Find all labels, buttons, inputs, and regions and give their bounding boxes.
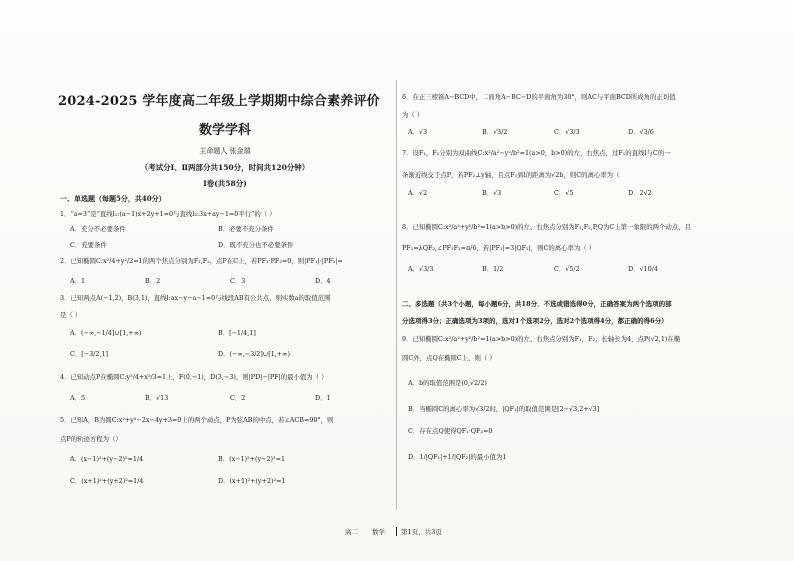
section-multi-choice: 二、多选题（共3个小题，每小题6分，共18分．不选或错选得0分，正确答案为两个选项的部 <box>402 300 672 308</box>
q4-option-a: A．5 <box>70 394 86 402</box>
q1-option-a: A．充分不必要条件 <box>70 225 126 233</box>
question-3-options <box>60 328 390 362</box>
question-8-options <box>402 264 770 274</box>
q3-option-c: C．[−3/2,1] <box>70 350 109 358</box>
q6-option-a: A．√3 <box>408 128 428 136</box>
question-3-continued: 是（ ） <box>60 311 82 319</box>
q9-option-d: D．1/|QF₁|+1/|QF₂|的最小值为1 <box>408 453 507 461</box>
question-5-continued: 点P的轨迹方程为（） <box>60 435 122 443</box>
footer-subject: 数学 <box>372 528 385 536</box>
footer-grade: 高二 <box>345 528 358 536</box>
question-6: 6．在正三棱锥A−BCD中，二面角A−BC−D的平面角为30°，则AC与平面BCD所成角的正切值 <box>402 93 676 101</box>
q8-option-b: B．1/2 <box>482 265 504 273</box>
question-7-options <box>402 188 770 198</box>
q6-option-b: B．√3/2 <box>482 128 508 136</box>
question-1: 1．“a=3”是“直线l₁:(a−1)x+2y+1=0与直线l₂:3x+ay−1=0平行”的（ ） <box>60 210 276 218</box>
q4-option-b: B．√13 <box>145 394 169 402</box>
q7-option-a: A．√2 <box>408 189 428 197</box>
q2-option-c: C．3 <box>230 277 246 285</box>
q7-option-b: B．√3 <box>482 189 502 197</box>
question-3: 3．已知两点A(−1,2)，B(3,1)，直线l:ax−y−a−1=0与线段AB有公共点，则实数a的取值范围 <box>60 294 331 302</box>
question-4: 4．已知动点P在椭圆C:y²/4+x²/3=1上，F(0,−1)，D(3,−3)，则|PD|−|PF|的最小值为（ ） <box>60 373 328 381</box>
subject-title: 数学学科 <box>198 123 251 138</box>
q4-option-c: C．2 <box>230 394 246 402</box>
q8-option-c: C．√5/2 <box>554 265 580 273</box>
right-column <box>402 0 772 561</box>
exam-meta: （考试分Ⅰ、Ⅱ两部分共150分，时间共120分钟） <box>140 163 310 172</box>
q6-option-c: C．√3/3 <box>554 128 580 136</box>
section-multi-choice-continued: 分选项得3分；正确选项为3项的，选对1个选项2分，选对2个选项得4分，都正确的得6分） <box>402 317 668 325</box>
column-divider <box>396 80 397 510</box>
author-line: 主命题人 张金瑞 <box>199 147 251 155</box>
question-1-options <box>60 224 390 254</box>
volume-label: Ⅰ卷(共58分) <box>203 179 247 188</box>
left-column <box>60 0 390 561</box>
q1-option-d: D．既不充分也不必要条件 <box>218 241 294 249</box>
q5-option-d: D．(x+1)²+(y+2)²=1 <box>218 477 286 485</box>
q1-option-c: C．充要条件 <box>70 241 107 249</box>
question-6-options <box>402 127 770 137</box>
q8-option-a: A．√3/3 <box>408 265 434 273</box>
q9-option-b: B．当椭圆C的离心率为√3/2时，|QF₁|的取值范围是[2−√3,2+√3] <box>408 405 600 413</box>
question-8-continued: PF₁=λQF₂,∠PF₁F₂=π/6，若|PF₁|=3|QF₂|，则C的离心率为（ ） <box>402 244 596 252</box>
q9-option-a: A．b的取值范围是(0,√2/2) <box>408 379 487 387</box>
q5-option-a: A．(x−1)²+(y−2)²=1/4 <box>70 455 144 463</box>
question-5-options <box>60 454 390 484</box>
q7-option-c: C．√5 <box>554 189 574 197</box>
question-8: 8．已知椭圆C:x²/a²+y²/b²=1(a>b>0)的左、右焦点分别为F₁,F₂,P,Q为C上第一象限的两个动点，且 <box>402 223 691 231</box>
question-9-options <box>402 378 770 468</box>
q7-option-d: D．2√2 <box>628 189 652 197</box>
q2-option-b: B．2 <box>145 277 161 285</box>
q3-option-a: A．(−∞,−1/4]∪[1,+∞) <box>70 329 142 337</box>
question-9-continued: 圆C外，点Q在椭圆C上，则（ ） <box>402 354 496 362</box>
q5-option-b: B．(x−1)²+(y−2)²=1 <box>218 455 286 463</box>
q9-option-c: C．存在点Q使得QF₁·QF₂=0 <box>408 427 493 435</box>
q3-option-b: B．[−1/4,1] <box>218 329 256 337</box>
q8-option-d: D．√10/4 <box>628 265 658 273</box>
q6-option-d: D．√3/6 <box>628 128 654 136</box>
question-5: 5．已知A，B为圆C:x²+y²−2x−4y+3=0上的两个动点，P为弦AB的中点，若∠ACB=90°，则 <box>60 416 334 424</box>
question-2: 2．已知椭圆C:x²/4+y²/2=1的两个焦点分别为F₁,F₂，点P在C上，若PF₁·PF₂=0，则|PF₁|·|PF₂|= <box>60 257 343 265</box>
question-9: 9．已知椭圆C:x²/a²+y²/b²=1(a>b>0)的左、右焦点分别为F₁，F₂，长轴长为4，点P(√2,1)在椭 <box>402 335 681 343</box>
section-single-choice: 一、单选题（每题5分，共40分） <box>60 194 166 203</box>
q2-option-d: D．4 <box>315 277 331 285</box>
footer-page: 第1页，共3页 <box>396 527 442 536</box>
q5-option-c: C．(x+1)²+(y+2)²=1/4 <box>70 477 144 485</box>
question-2-options <box>60 276 390 286</box>
exam-title: 2024-2025 学年度高二年级上学期期中综合素养评价 <box>58 94 380 109</box>
question-7: 7．设F₁，F₂分别为双曲线C:x²/a²−y²/b²=1(a>0，b>0)的左，右焦点，过F₁的直线l与C的一 <box>402 149 671 157</box>
question-6-continued: 为（ ） <box>402 111 424 119</box>
q4-option-d: D．1 <box>315 394 331 402</box>
q3-option-d: D．(−∞,−3/2]∪[1,+∞) <box>218 350 290 358</box>
question-7-continued: 条渐近线交于点P，若PF₂⊥y轴，且点F₁到l的距离为√2b，则C的离心率为（ <box>402 171 620 179</box>
q1-option-b: B．必要不充分条件 <box>218 225 274 233</box>
question-4-options <box>60 393 390 403</box>
q2-option-a: A．1 <box>70 277 86 285</box>
